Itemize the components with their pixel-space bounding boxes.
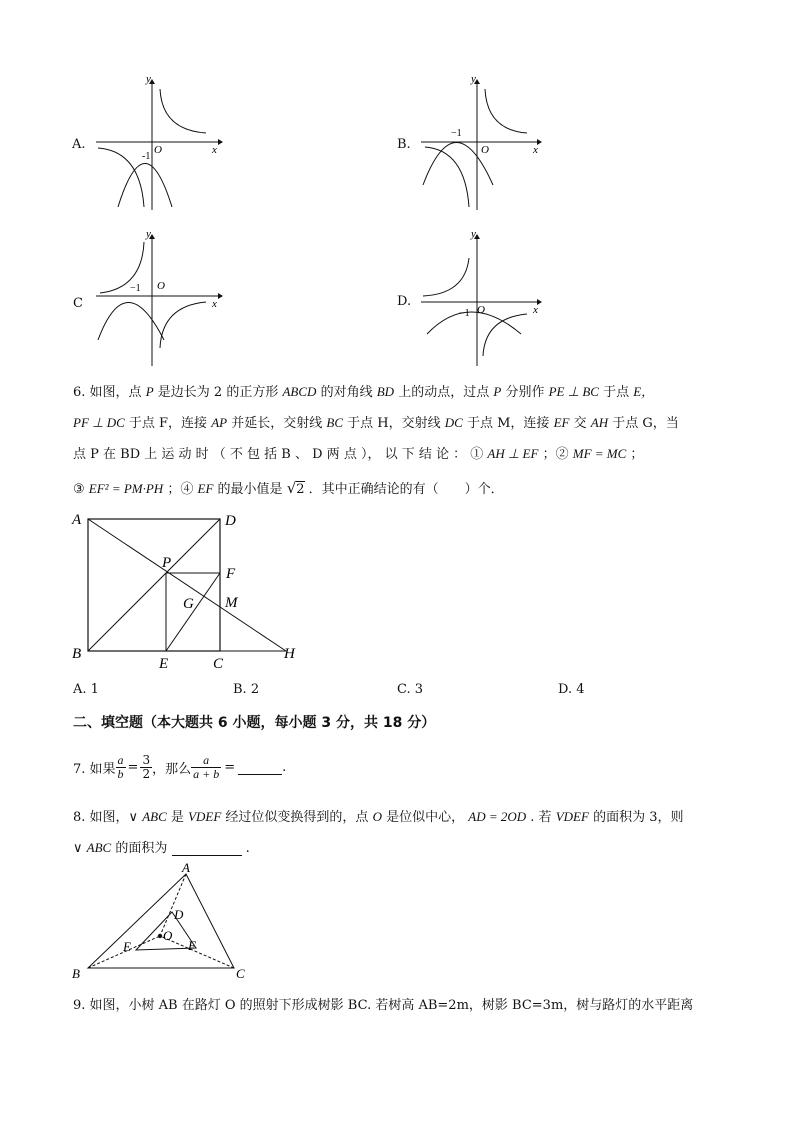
q6-option-c: C. 3	[397, 682, 424, 697]
graph-b-hyperbola-q1	[485, 89, 527, 133]
pt-c: C	[213, 656, 224, 672]
option-b-label: B.	[397, 137, 411, 152]
graph-d-parabola	[427, 312, 521, 334]
diagonal-bd	[88, 519, 220, 651]
fraction-a-over-a-plus-b: $\frac{a}{a + b}$	[193, 752, 220, 781]
q6-line-2: PF ⊥ DC 于点 F，连接 AP 并延长，交射线 BC 于点 H，交射线 DC 于点 M，连接 EF 交 AH 于点 G，当	[73, 415, 679, 431]
sqrt-radicand: 2	[296, 482, 305, 497]
fraction-3-over-2: $\frac{3}{2}$	[142, 752, 151, 781]
q8-line-1: 8. 如图，∨ ABC 是 VDEF 经过位似变换得到的，点 O 是位似中心， AD = 2OD . 若 VDEF 的面积为 3，则	[73, 809, 684, 825]
pt8-o: O	[163, 928, 173, 943]
pt-d: D	[225, 513, 236, 529]
graph-c-neg1: −1	[130, 283, 141, 294]
section-title: 二、填空题（本大题共 6 小题，每小题 3 分，共 18 分）	[73, 715, 436, 731]
pt8-f: F	[188, 938, 196, 953]
option-a-label: A.	[72, 137, 86, 152]
graph-d-x-label: x	[533, 304, 538, 316]
triangle-abc	[88, 874, 234, 968]
graph-a-y-label: y	[146, 75, 151, 85]
pt-b: B	[72, 646, 82, 662]
q8-figure	[66, 862, 256, 984]
q6-option-b: B. 2	[233, 682, 260, 697]
graph-a-origin: O	[154, 144, 162, 156]
graph-b-hyperbola-q3	[425, 147, 469, 207]
q9-line-1: 9. 如图，小树 AB 在路灯 O 的照射下形成树影 BC. 若树高 AB=2m，树影 BC=3m，树与路灯的水平距离	[73, 998, 694, 1013]
q6-line-4: ③ EF² = PM·PH ；④ EF 的最小值是 √2 ．其中正确结论的有（ ）个．	[73, 479, 504, 497]
graph-a-neg1: -1	[142, 151, 151, 162]
pt-a: A	[72, 512, 82, 528]
graph-a-x-label: x	[212, 144, 217, 156]
graph-d-origin: O	[477, 304, 485, 316]
q6-line-3: 点 P 在 BD 上 运 动 时 （ 不 包 括 B 、 D 两 点 ）， 以 下 结 论 ： ① AH ⊥ EF ；② MF = MC ；	[73, 446, 644, 462]
graph-a-hyperbola-q1	[160, 89, 206, 133]
answer-blank-q7[interactable]	[238, 760, 282, 775]
graph-a-parabola	[118, 164, 172, 208]
pt-g: G	[183, 596, 194, 612]
fraction-a-over-b: $\frac{a}{b}$	[117, 752, 124, 781]
line-ah	[88, 519, 286, 651]
sqrt-sign: √	[286, 479, 297, 497]
q7-line: 7. 如果 $\frac{a}{b}$ = $\frac{3}{2}$ ，那么 $\frac{a}{a + b}$ = .	[73, 752, 287, 781]
graph-d-hyperbola-q2	[423, 258, 469, 296]
graph-d-neg1: −1	[459, 308, 470, 319]
graph-b-y-label: y	[471, 75, 476, 85]
graph-b-x-label: x	[533, 144, 538, 156]
graph-c-x-arrow	[218, 293, 223, 299]
q6-line-1: 6. 如图，点 P 是边长为 2 的正方形 ABCD 的对角线 BD 上的动点，过点 P 分别作 PE ⊥ BC 于点 E，	[73, 384, 655, 400]
graph-d	[415, 230, 555, 370]
option-c-label: C	[73, 296, 83, 311]
graph-b	[415, 75, 555, 215]
graph-c-y-label: y	[146, 230, 151, 240]
graph-a	[90, 75, 230, 215]
graph-b-neg1: −1	[451, 128, 462, 139]
pt-h: H	[284, 646, 295, 662]
pt-m: M	[225, 595, 238, 611]
graph-c-origin: O	[157, 280, 165, 292]
pt-e: E	[159, 656, 169, 672]
pt8-e: E	[123, 939, 131, 954]
graph-b-origin: O	[481, 144, 489, 156]
center-o	[158, 934, 162, 938]
graph-d-hyperbola-q4	[483, 314, 527, 356]
graph-c-parabola	[98, 303, 164, 341]
graph-c	[90, 230, 230, 370]
pt-p: P	[162, 555, 172, 571]
graph-a-x-arrow	[218, 139, 223, 145]
pt8-b: B	[72, 966, 80, 981]
option-d-label: D.	[397, 294, 412, 309]
pt8-c: C	[236, 966, 245, 981]
line-ef	[166, 573, 220, 651]
pt8-d: D	[174, 907, 184, 922]
graph-c-hyperbola-q4	[160, 302, 206, 348]
answer-blank-q8[interactable]	[172, 841, 242, 856]
pt-f: F	[226, 566, 236, 582]
q6-option-d: D. 4	[558, 682, 585, 697]
graph-c-x-label: x	[212, 298, 217, 310]
graph-d-y-label: y	[471, 230, 476, 240]
q8-line-2: ∨ ABC 的面积为 .	[73, 840, 250, 856]
pt8-a: A	[182, 862, 190, 875]
q6-option-a: A. 1	[73, 682, 99, 697]
q6-figure	[66, 505, 316, 675]
